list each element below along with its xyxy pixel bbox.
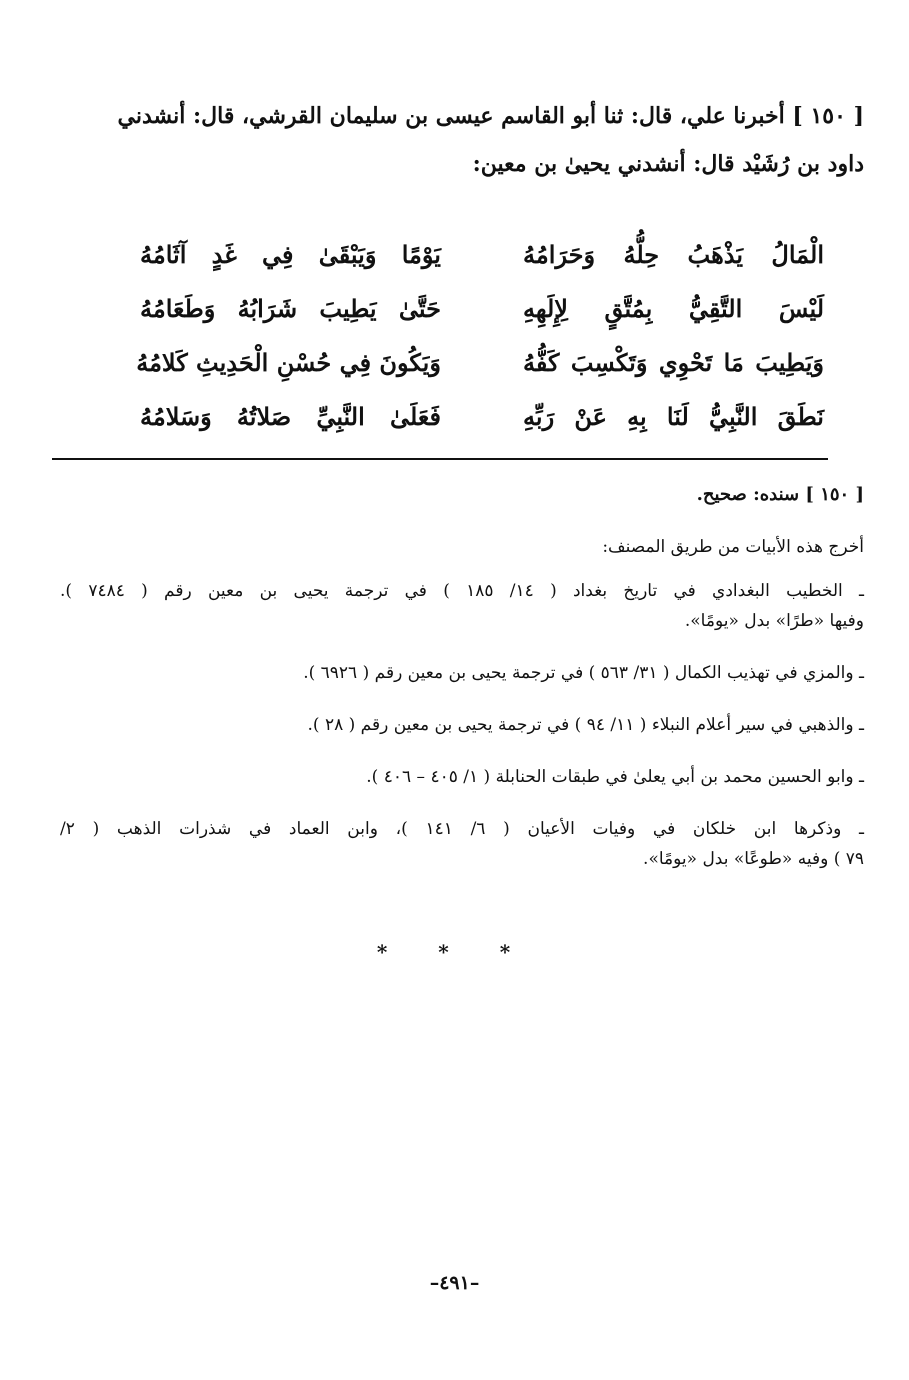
source-line: ٧٩ ) وفيه «طوعًا» بدل «يومًا». (643, 849, 864, 869)
source-dhahabi (60, 710, 864, 740)
poem (136, 228, 824, 444)
isnad-grading (60, 480, 864, 510)
poem-verse (140, 282, 824, 336)
source-line: ـ والمزي في تهذيب الكمال ( ٣١/ ٥٦٣ ) في ترجمة يحيى بن معين رقم ( ٦٩٢٦ ). (303, 663, 864, 683)
source-mizzi (60, 658, 864, 688)
verse-second-hemistich: حَتَّىٰ يَطِيبَ شَرَابُهُ وَطَعَامُهُ (140, 294, 441, 323)
poem-verse (136, 336, 824, 390)
poem-verse (140, 390, 824, 444)
page-number: –٤٩١– (429, 1272, 480, 1294)
narration-line: داود بن رُشَيْد قال: أنشدني يحيىٰ بن معين: (472, 151, 864, 177)
narration-paragraph (90, 92, 864, 188)
source-khatib (60, 576, 864, 636)
source-abu-husain (60, 762, 864, 792)
source-line: ـ الخطيب البغدادي في تاريخ بغداد ( ١٤/ ١٨٥ ) في ترجمة يحيى بن معين رقم ( ٧٤٨٤ ). (60, 581, 864, 601)
poem-verse (140, 228, 824, 282)
intro-text: أخرج هذه الأبيات من طريق المصنف: (602, 537, 864, 557)
verse-first-hemistich: الْمَالُ يَذْهَبُ حِلُّهُ وَحَرَامُهُ (523, 240, 824, 269)
verse-second-hemistich: فَعَلَىٰ النَّبِيِّ صَلاتُهُ وَسَلامُهُ (140, 402, 441, 431)
footnote-divider (52, 458, 828, 460)
verse-first-hemistich: لَيْسَ التَّقِيُّ بِمُتَّقٍ لِإِلَهِهِ (523, 294, 824, 323)
takhrij-intro (60, 532, 864, 562)
source-line: ـ والذهبي في سير أعلام النبلاء ( ١١/ ٩٤ ) في ترجمة يحيى بن معين رقم ( ٢٨ ). (307, 715, 864, 735)
verse-second-hemistich: يَوْمًا وَيَبْقَىٰ فِي غَدٍ آثَامُهُ (140, 240, 441, 269)
source-ibn-khallikan (60, 814, 864, 874)
source-line: ـ وابو الحسين محمد بن أبي يعلىٰ في طبقات الحنابلة ( ١/ ٤٠٥ – ٤٠٦ ). (366, 767, 864, 787)
source-line: ـ وذكرها ابن خلكان في وفيات الأعيان ( ٦/ ١٤١ )، وابن العماد في شذرات الذهب ( ٢/ (60, 819, 864, 839)
source-line: وفيها «طرًا» بدل «يومًا». (684, 611, 864, 631)
verse-second-hemistich: وَيَكُونَ فِي حُسْنِ الْحَدِيثِ كَلامُهُ (136, 348, 441, 377)
verse-first-hemistich: نَطَقَ النَّبِيُّ لَنَا بِهِ عَنْ رَبِّهِ (523, 402, 824, 431)
isnad-text: [ ١٥٠ ] سنده: صحيح. (696, 484, 864, 505)
commentary-footnotes (60, 480, 864, 896)
verse-first-hemistich: وَيَطِيبَ مَا تَحْوِي وَتَكْسِبَ كَفُّهُ (523, 348, 824, 377)
narration-line: [ ١٥٠ ] أخبرنا علي، قال: ثنا أبو القاسم عيسى بن سليمان القرشي، قال: أنشدني (117, 103, 864, 129)
section-separator: * * * (376, 940, 533, 964)
